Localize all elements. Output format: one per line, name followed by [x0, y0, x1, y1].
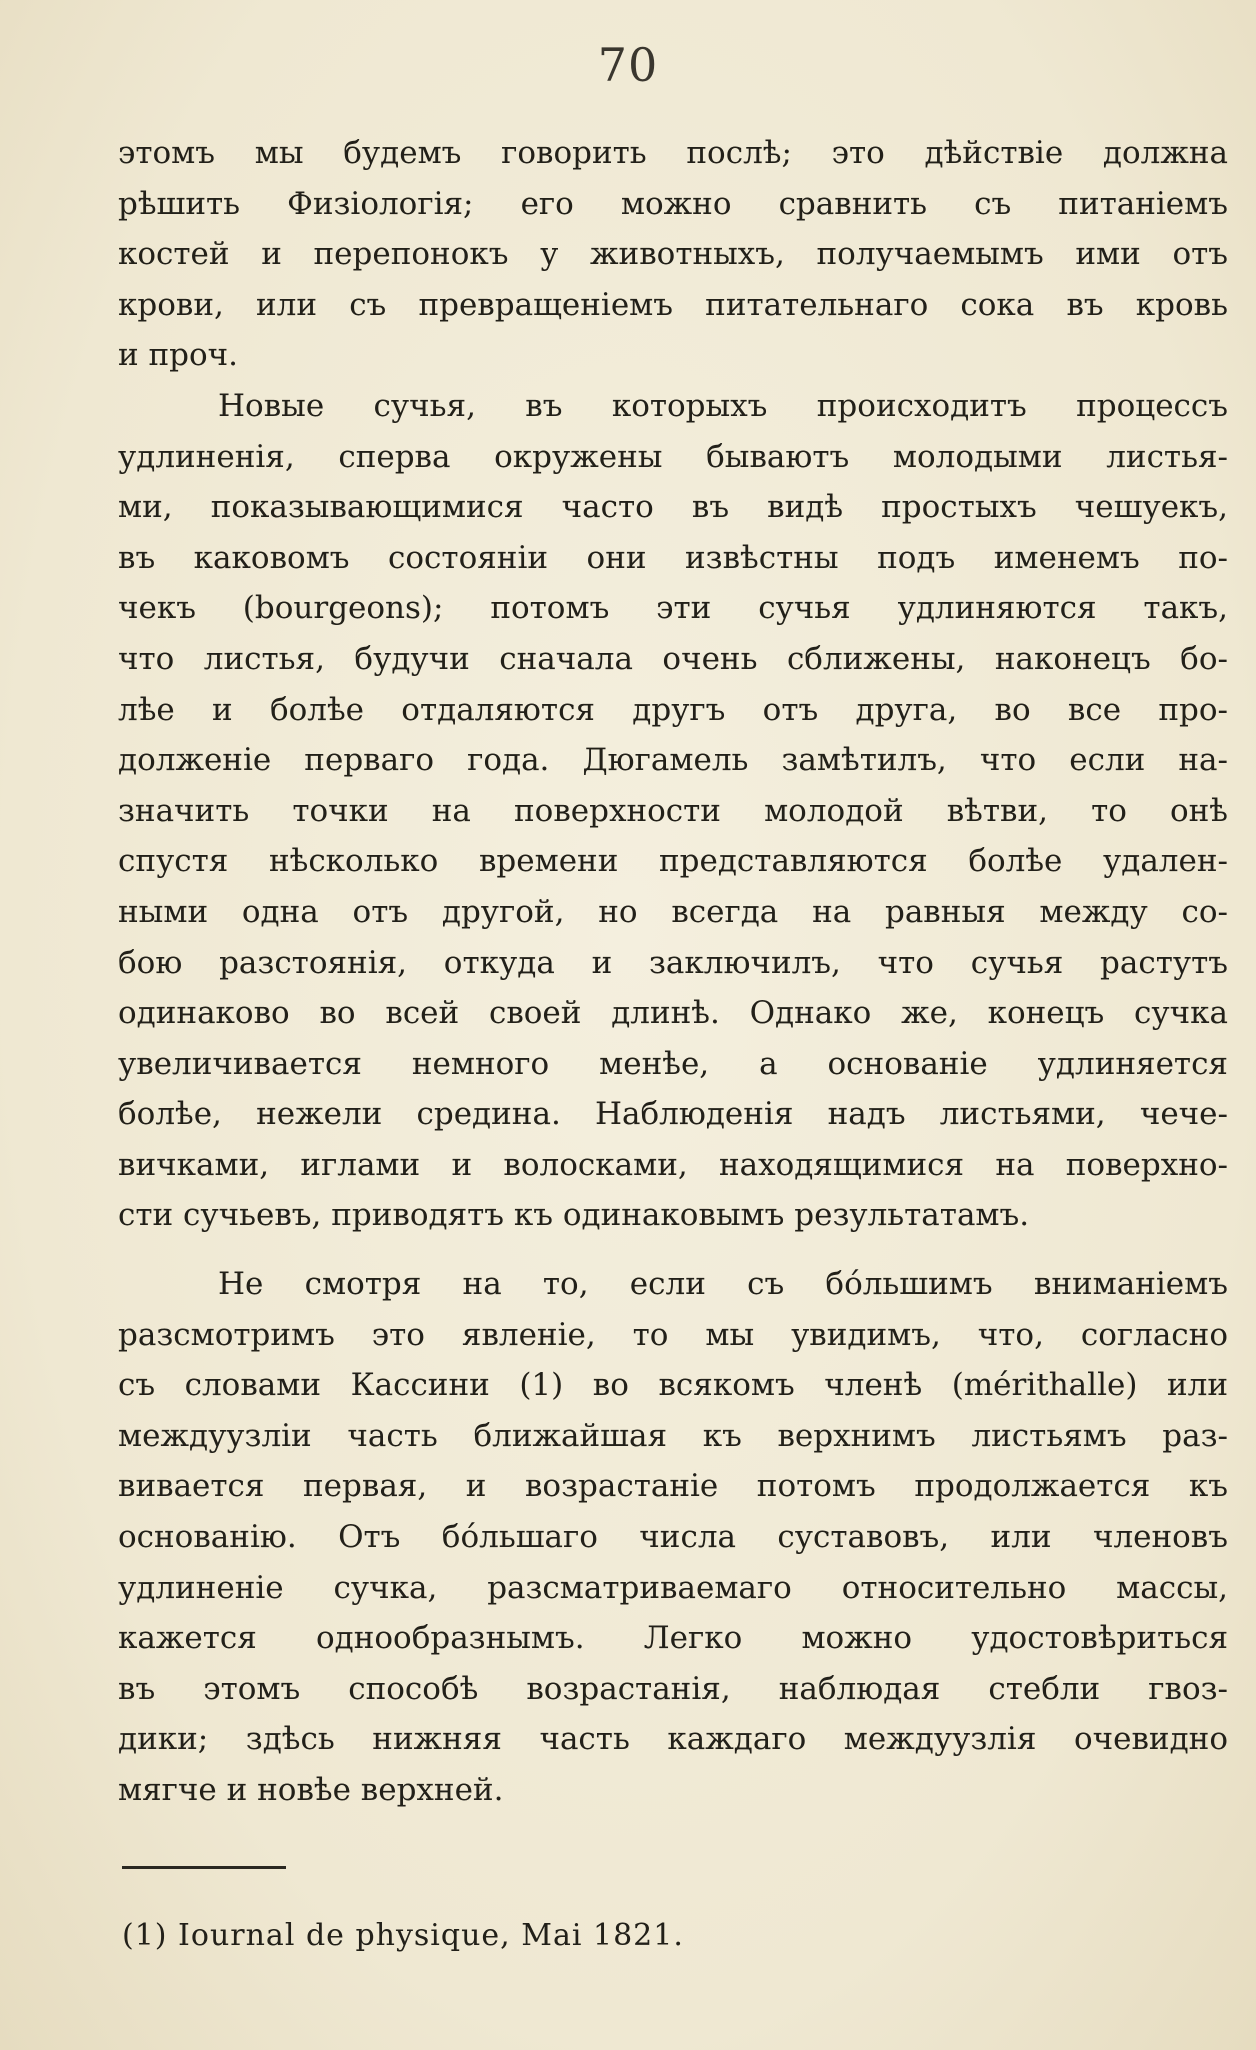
- text-line: одинаково во всей своей длинѣ. Однако же, конецъ сучка: [118, 995, 1228, 1032]
- text-line: вивается первая, и возрастаніе потомъ продолжается къ: [118, 1468, 1228, 1505]
- text-line: удлиненія, сперва окружены бываютъ молодыми листья-: [118, 438, 1228, 475]
- text-line: междуузліи часть ближайшая къ верхнимъ листьямъ раз-: [118, 1417, 1228, 1454]
- text-line: увеличивается немного менѣе, а основаніе удлиняется: [118, 1045, 1228, 1082]
- page-number: 70: [597, 38, 659, 92]
- text-line: разсмотримъ это явленіе, то мы увидимъ, что, согласно: [118, 1316, 1228, 1353]
- text-line: ми, показывающимися часто въ видѣ простыхъ чешуекъ,: [118, 489, 1228, 526]
- text-line: кажется однообразнымъ. Легко можно удостовѣриться: [118, 1620, 1228, 1657]
- paragraph-gap: [118, 1241, 1228, 1259]
- text-line: этомъ мы будемъ говорить послѣ; это дѣйствіе должна: [118, 135, 1228, 171]
- text-line: костей и перепонокъ у животныхъ, получаемымъ ими отъ: [118, 236, 1228, 273]
- text-line: въ этомъ способѣ возрастанія, наблюдая стебли гвоз-: [118, 1670, 1228, 1707]
- text-line: съ словами Кассини (1) во всякомъ членѣ (mérithalle) или: [118, 1367, 1228, 1404]
- text-line: значить точки на поверхности молодой вѣтви, то онѣ: [118, 792, 1228, 829]
- text-line: дики; здѣсь нижняя часть каждаго междуузлія очевидно: [118, 1721, 1228, 1758]
- text-line: вичками, иглами и волосками, находящимися на поверхно-: [118, 1146, 1228, 1183]
- text-line: мягче и новѣе верхней.: [118, 1772, 504, 1808]
- footnote: (1) Iournal de physique, Mai 1821.: [122, 1918, 684, 1953]
- text-line: въ каковомъ состояніи они извѣстны подъ именемъ по-: [118, 539, 1228, 576]
- text-line: что листья, будучи сначала очень сближены, наконецъ бо-: [118, 640, 1228, 677]
- text-line: чекъ (bourgeons); потомъ эти сучья удлиняются такъ,: [118, 590, 1228, 627]
- text-line: ными одна отъ другой, но всегда на равныя между со-: [118, 893, 1228, 930]
- text-line: Не смотря на то, если съ бо́льшимъ вниманіемъ: [218, 1266, 1228, 1303]
- text-line: удлиненіе сучка, разсматриваемаго относительно массы,: [118, 1569, 1228, 1606]
- text-line: болѣе, нежели средина. Наблюденія надъ листьями, чече-: [118, 1096, 1228, 1133]
- text-line: сти сучьевъ, приводятъ къ одинаковымъ результатамъ.: [118, 1197, 1030, 1234]
- text-line: лѣе и болѣе отдаляются другъ отъ друга, во все про-: [118, 691, 1228, 728]
- footnote-divider: [122, 1866, 286, 1869]
- text-line: Новые сучья, въ которыхъ происходитъ процессъ: [218, 387, 1228, 424]
- text-line: бою разстоянія, откуда и заключилъ, что сучья растутъ: [118, 944, 1228, 981]
- text-line: и проч.: [118, 337, 239, 374]
- text-line: крови, или съ превращеніемъ питательнаго сока въ кровь: [118, 286, 1228, 323]
- text-line: рѣшить Физіологія; его можно сравнить съ питаніемъ: [118, 185, 1228, 222]
- text-line: спустя нѣсколько времени представляются болѣе удален-: [118, 843, 1228, 880]
- text-line: долженіе перваго года. Дюгамель замѣтилъ, что если на-: [118, 742, 1228, 779]
- body-text: [118, 128, 1228, 1816]
- text-line: основанію. Отъ бо́льшаго числа суставовъ, или членовъ: [118, 1519, 1228, 1556]
